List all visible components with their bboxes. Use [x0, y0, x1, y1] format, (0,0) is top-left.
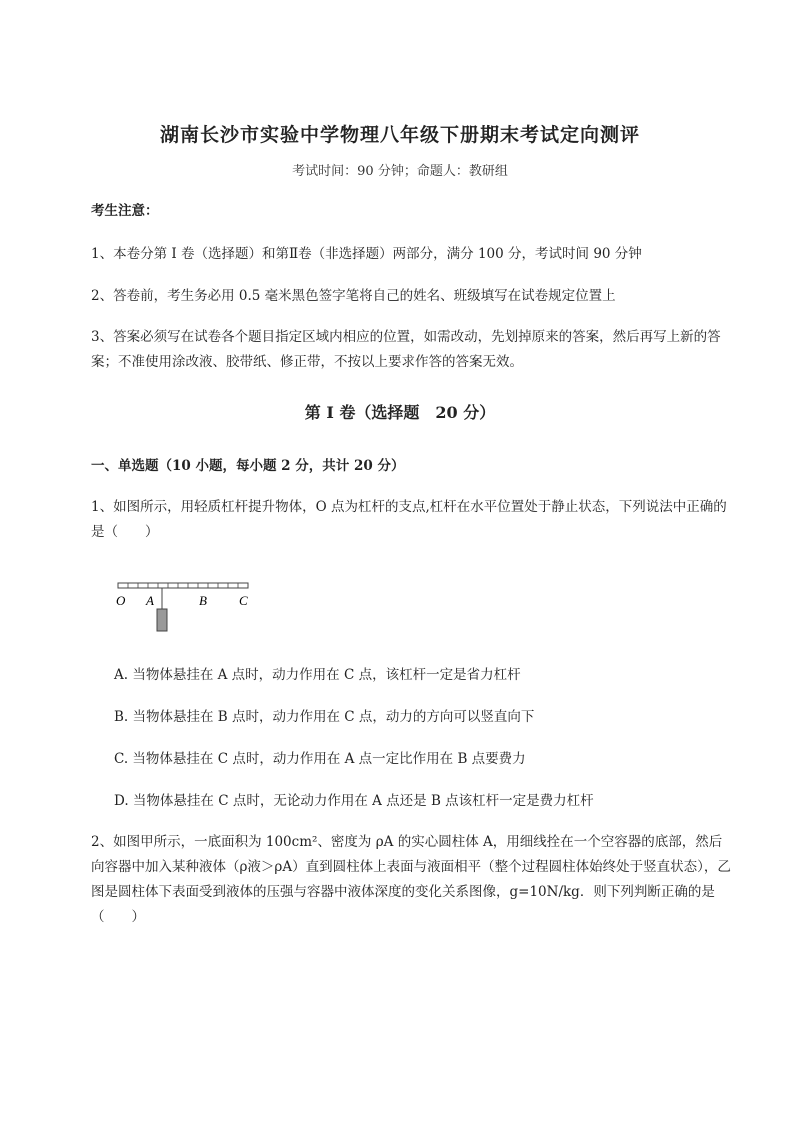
question-1-option-b: B. 当物体悬挂在 B 点时，动力作用在 C 点，动力的方向可以竖直向下: [114, 709, 535, 725]
page-subtitle: 考试时间：90 分钟；命题人：教研组: [292, 164, 508, 179]
label-b: B: [199, 593, 207, 608]
question-2-stem: 2、如图甲所示，一底面积为 100cm²、密度为 ρA 的实心圆柱体 A，用细线拴在一个空容器的底部，然后向容器中加入某种液体（ρ液＞ρA）直到圆柱体上表面与液面相平（整个过程圆柱体始终处于竖直状态），乙图是圆柱体下表面受到液体的压强与容器中液体深度的变化关系图像，g=10N/kg．则下列判断正确的是（ ）: [91, 834, 731, 925]
notice-heading: 考生注意：: [91, 203, 159, 219]
hanging-weight: [157, 609, 167, 631]
lever-ticks: [128, 583, 238, 588]
label-c: C: [239, 593, 248, 608]
page-title: 湖南长沙市实验中学物理八年级下册期末考试定向测评: [159, 124, 640, 146]
question-1-option-c: C. 当物体悬挂在 C 点时，动力作用在 A 点一定比作用在 B 点要费力: [114, 751, 526, 767]
section-title: 第 I 卷（选择题 20 分）: [304, 403, 496, 422]
question-1-option-d: D. 当物体悬挂在 C 点时，无论动力作用在 A 点还是 B 点该杠杆一定是费力杠杆: [114, 793, 594, 809]
part-heading: 一、单选题（10 小题，每小题 2 分，共计 20 分）: [91, 458, 405, 474]
notice-item-1: 1、本卷分第 I 卷（选择题）和第Ⅱ卷（非选择题）两部分，满分 100 分，考试时间 90 分钟: [91, 246, 642, 262]
label-a: A: [146, 593, 154, 608]
lever-bar: [118, 583, 248, 588]
question-1-option-a: A. 当物体悬挂在 A 点时，动力作用在 C 点，该杠杆一定是省力杠杆: [114, 667, 521, 683]
question-1-stem: 1、如图所示，用轻质杠杆提升物体，O 点为杠杆的支点,杠杆在水平位置处于静止状态，下列说法中正确的是（ ）: [91, 499, 727, 540]
notice-item-2: 2、答卷前，考生务必用 0.5 毫米黑色签字笔将自己的姓名、班级填写在试卷规定位置上: [91, 288, 616, 304]
label-o: O: [116, 593, 126, 608]
lever-figure: [110, 575, 260, 635]
notice-item-3: 3、答案必须写在试卷各个题目指定区域内相应的位置，如需改动，先划掉原来的答案，然后再写上新的答案；不准使用涂改液、胶带纸、修正带，不按以上要求作答的答案无效。: [91, 329, 721, 370]
